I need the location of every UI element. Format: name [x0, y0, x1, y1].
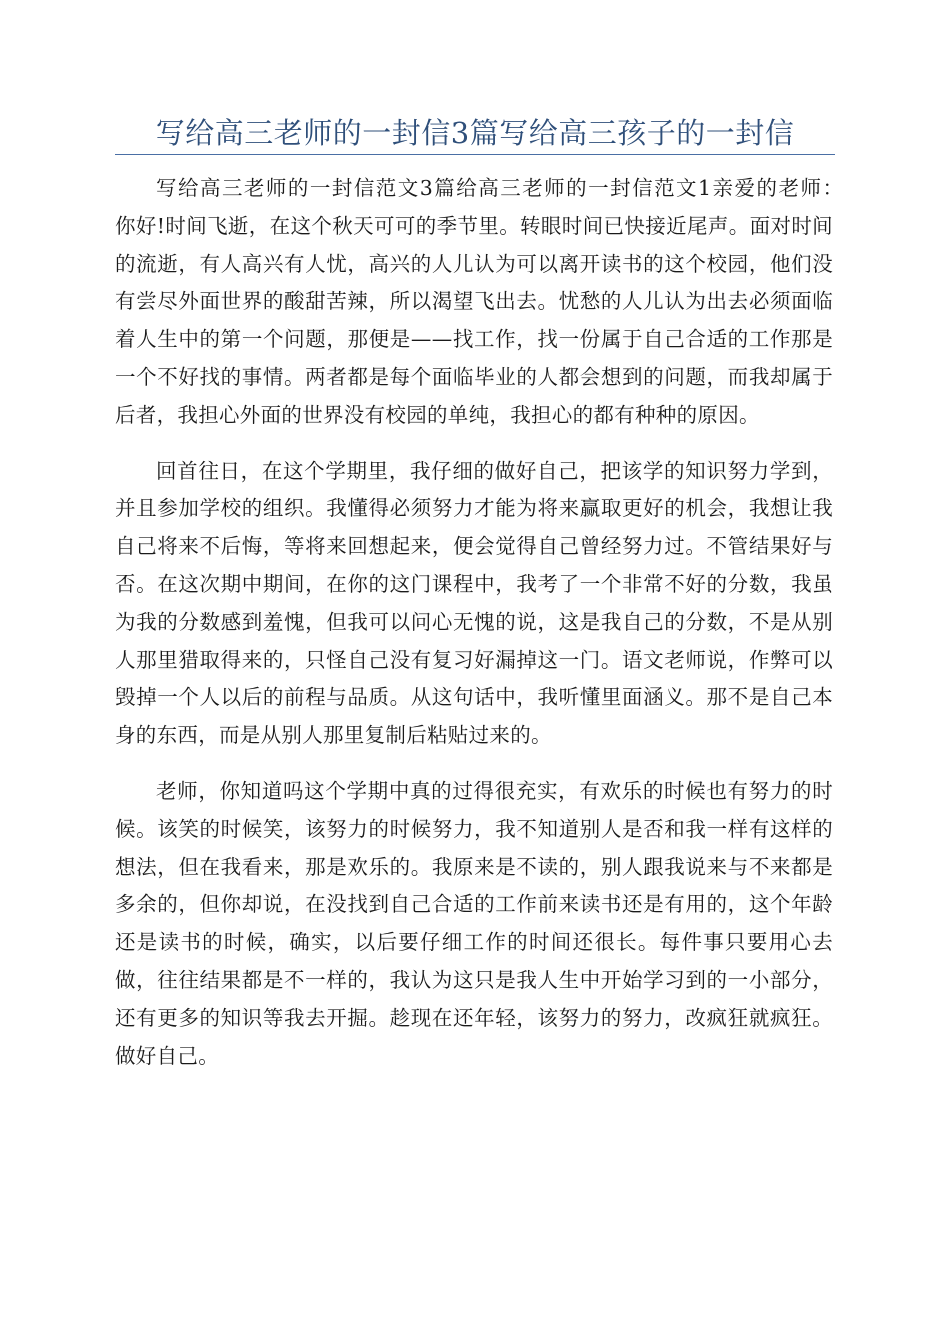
- paragraph-2: 回首往日，在这个学期里，我仔细的做好自己，把该学的知识努力学到，并且参加学校的组织。我懂得必须努力才能为将来赢取更好的机会，我想让我自己将来不后悔，等将来回想起来，便会觉得自己曾经努力过。不管结果好与否。在这次期中期间，在你的这门课程中，我考了一个非常不好的分数，我虽为我的分数感到羞愧，但我可以问心无愧的说，这是我自己的分数，不是从别人那里猎取得来的，只怪自己没有复习好漏掉这一门。语文老师说，作弊可以毁掉一个人以后的前程与品质。从这句话中，我听懂里面涵义。那不是自己本身的东西，而是从别人那里复制后粘贴过来的。: [115, 458, 833, 748]
- paragraph-1: 写给高三老师的一封信范文3篇给高三老师的一封信范文1亲爱的老师： 你好!时间飞逝，在这个秋天可可的季节里。转眼时间已快接近尾声。面对时间的流逝，有人高兴有人忧，高兴的人儿认为可以离开读书的这个校园，他们没有尝尽外面世界的酸甜苦辣，所以渴望飞出去。忧愁的人儿认为出去必须面临着人生中的第一个问题，那便是——找工作，找一份属于自己合适的工作那是一个不好找的事情。两者都是每个面临毕业的人都会想到的问题，而我却属于后者，我担心外面的世界没有校园的单纯，我担心的都有种种的原因。: [115, 176, 861, 427]
- title-underline: [115, 154, 835, 155]
- document-body: [115, 170, 861, 1093]
- paragraph-3: 老师，你知道吗这个学期中真的过得很充实，有欢乐的时候也有努力的时候。该笑的时候笑，该努力的时候努力，我不知道别人是否和我一样有这样的想法，但在我看来，那是欢乐的。我原来是不读的，别人跟我说来与不来都是多余的，但你却说，在没找到自己合适的工作前来读书还是有用的，这个年龄还是读书的时候，确实，以后要仔细工作的时间还很长。每件事只要用心去做，往往结果都是不一样的，我认为这只是我人生中开始学习到的一小部分，还有更多的知识等我去开掘。趁现在还年轻，该努力的努力，改疯狂就疯狂。做好自己。: [115, 778, 833, 1068]
- document-title: 写给高三老师的一封信3篇写给高三孩子的一封信: [155, 116, 795, 150]
